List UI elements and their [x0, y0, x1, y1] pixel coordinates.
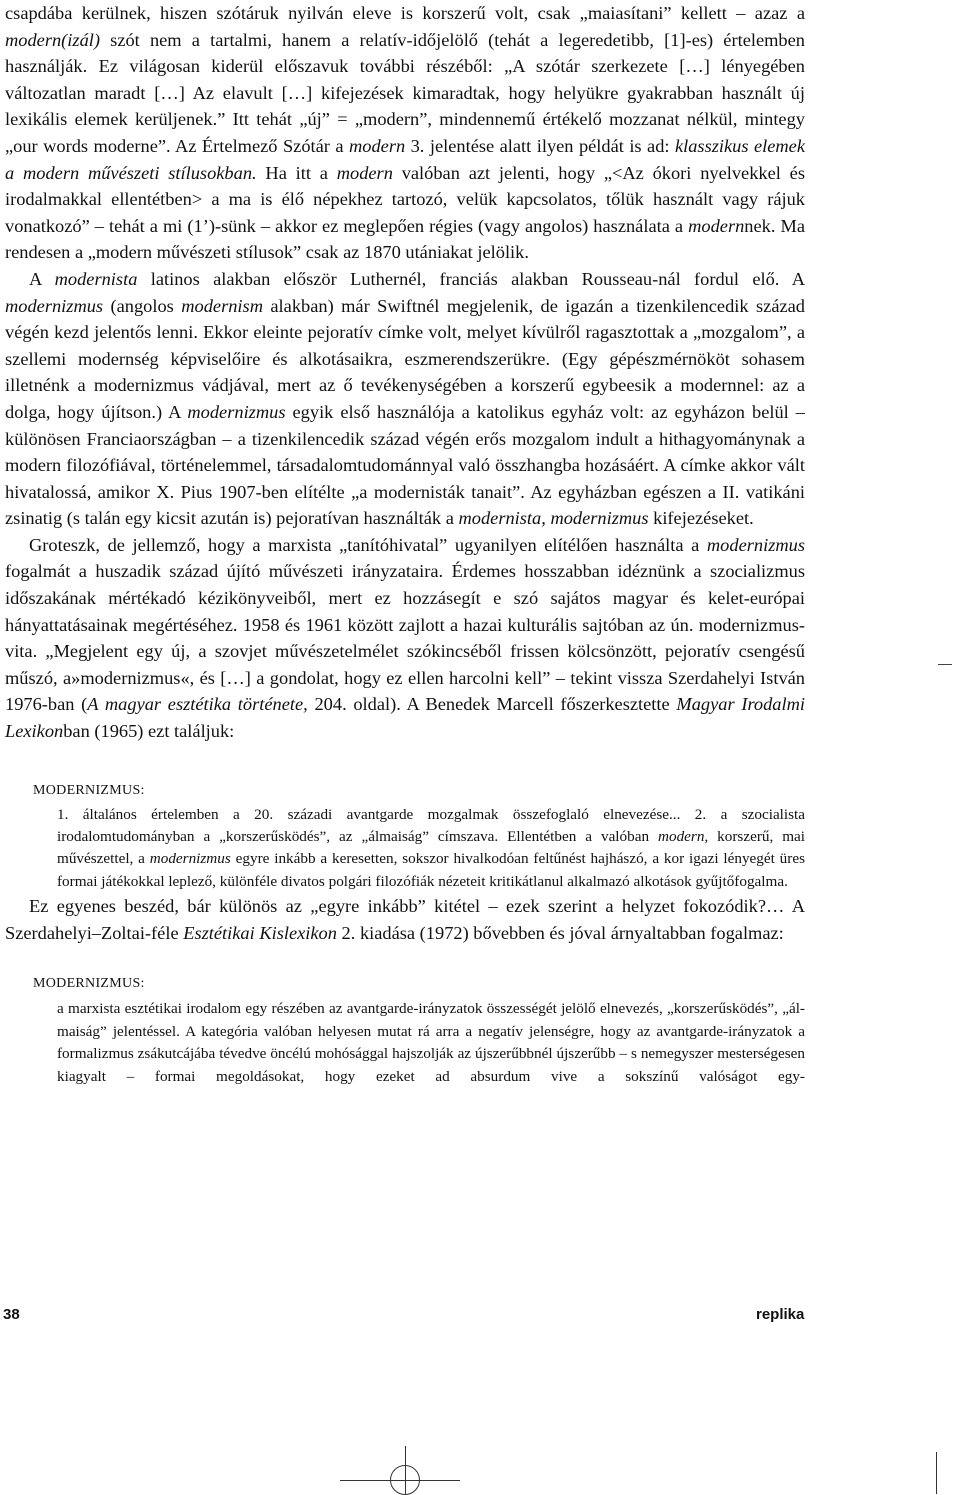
quote-2-text: a marxista esztétikai irodalom egy részében az avantgarde-irányzatok összességét jelölő elnevezés, „korszerűsködés”, „ál-maiság” jelentéssel. A kategória valóban helyesen mutat rá arra a negatív jelenségre, hogy az avantgarde-irányzatok a formalizmus zsákutcájába tévedve öncélú mohósággal hajszolják az újszerűbbnél újszerűbb – s nemegyszer mesterségesen kiagyalt – formai megoldásokat, hogy ezeket ad absurdum vive a sokszínű valóságot egy- — [57, 1000, 805, 1085]
italic-term: modernism — [181, 295, 263, 316]
italic-term: modernizmus — [706, 534, 805, 555]
italic-term: modern, — [658, 828, 709, 846]
paragraph-4: Ez egyenes beszéd, bár különös az „egyre inkább” kitétel – ezek szerint a helyzet fokozódik?… A Szerdahelyi–Zoltai-féle Esztétikai Kislexikon 2. kiadása (1972) bővebben és jóval árnyaltabban fogalmaz: — [5, 896, 805, 943]
italic-term: klasszikus elemek a modern művészeti stílusokban. — [5, 135, 806, 183]
italic-term: modernizmus — [5, 295, 104, 316]
magazine-name: replika — [756, 1306, 805, 1323]
italic-term: modernista — [54, 268, 138, 289]
page-footer — [0, 1306, 960, 1330]
article-body — [5, 0, 805, 1088]
italic-term: modernizmus — [187, 401, 286, 422]
block-quote-2 — [33, 974, 805, 1088]
quote-1-label: MODERNIZMUS: — [33, 782, 145, 798]
italic-term: Magyar Irodalmi Lexikon — [5, 694, 805, 742]
crop-mark-right — [936, 1452, 937, 1494]
paragraph-1: csapdába kerülnek, hiszen szótáruk nyilván eleve is korszerű volt, csak „maiasítani” kellett – azaz a modern(izál) szót nem a tartalmi, hanem a relatív-időjelölő (tehát a legeredetibb, [1]-es) értelemben használják. Ez világosan kiderül előszavuk további részéből: „A szótár szerkezete […] lényegében változatlan maradt […] Az elavult […] kifejezések kimaradtak, hogy helyükre gyakrabban használt új lexikális elemek kerüljenek.” Itt tehát „új” = „modern”, mindennemű értékelő mozzanat nélkül, mintegy „our words moderne”. Az Értelmező Szótár a modern 3. jelentése alatt ilyen példát is ad: klasszikus elemek a modern művészeti stílusokban. Ha itt a modern valóban azt jelenti, hogy „<Az ókori nyelvekkel és irodalmakkal ellentétben> a ma is élő népekhez tartozó, velük kapcsolatos, tőlük használt vagy rájuk vonatkozó” – tehát a mi (1’)-sünk – akkor ez meglepően régies (vagy angolos) használata a modernnek. Ma rendesen a „modern művészeti stílusok” csak az 1870 utániakat jelölik. — [5, 3, 806, 263]
italic-term: modern(izál) — [5, 29, 101, 50]
page-number: 38 — [3, 1306, 20, 1323]
paragraph-2: A modernista latinos alakban először Luthernél, franciás alakban Rousseau-nál fordul elő. A modernizmus (angolos modernism alakban) már Swiftnél megjelenik, de igazán a tizenkilencedik század végén kezd jelentős lenni. Ekkor eleinte pejoratív címke volt, melyet kívülről ragasztottak a „mozgalom”, a szellemi modernség képviselőire és alkotásaikra, eszmerendszerükre. (Egy gépészmérnököt sohasem illetnénk a modernizmus vádjával, mert az ő tevékenységében a korszerű egybeesik a modernnel: az a dolga, hogy újítson.) A modernizmus egyik első használója a katolikus egyház volt: az egyházon belül – különösen Franciaországban – a tizenkilencedik század végén erős mozgalom indult a hithagyománynak a modern filozófiával, történelemmel, társadalomtudománnyal való összhangba hozásáért. A címke akkor vált hivatalossá, amikor X. Pius 1907-ben elítélte „a modernisták tanait”. Az egyházban egészen a II. vatikáni zsinatig (s talán egy kicsit azután is) pejoratívan használták a modernista, modernizmus kifejezéseket. — [5, 268, 806, 529]
italic-term: modern — [336, 162, 393, 183]
italic-term: modernizmus — [149, 850, 231, 868]
margin-mark — [938, 664, 952, 665]
registration-circle — [390, 1465, 420, 1495]
italic-term: A magyar esztétika története, — [87, 694, 308, 715]
quote-2-label: MODERNIZMUS: — [33, 976, 145, 992]
paragraph-3: Groteszk, de jellemző, hogy a marxista „tanítóhivatal” ugyanilyen elítélően használta a modernizmus fogalmát a huszadik század újító művészeti irányzataira. Érdemes hosszabban idéznünk a szocializmus időszakának mértékadó kézikönyveiből, mert ez hozzásegít e szó sajátos magyar és kelet-európai hányattatásainak megértéséhez. 1958 és 1961 között zajlott a hazai kulturális sajtóban az ún. modernizmus-vita. „Megjelent egy új, a szovjet művészetelmélet szókincséből frissen kölcsönzött, pejoratív csengésű műszó, a»modernizmus«, és […] a gondolat, hogy ez ellen harcolni kell” – tekint vissza Szerdahelyi István 1976-ban (A magyar esztétika története, 204. oldal). A Benedek Marcell főszerkesztette Magyar Irodalmi Lexikonban (1965) ezt találjuk: — [5, 534, 805, 742]
italic-term: modern — [348, 135, 406, 156]
block-quote-1 — [33, 781, 805, 894]
italic-term: modern — [688, 215, 745, 236]
italic-term: modernista, modernizmus — [458, 508, 649, 529]
quote-1-text: 1. általános értelemben a 20. századi avantgarde mozgalmak összefoglaló elnevezése... 2. a szocialista irodalomtudományban a „korszerűsködés”, az „álmaiság” címszava. Ellentétben a valóban modern, korszerű, mai művészettel, a modernizmus egyre inkább a keresetten, sokszor hivalkodóan feltűnést hajhászó, a kor igazi lényegét üres formai játékokkal leplező, különféle divatos polgári filozófiák nézeteit kritikátlanul alkalmazó alkotások gyűjtőfogalma. — [57, 805, 805, 890]
italic-term: Esztétikai Kislexikon — [183, 922, 337, 943]
